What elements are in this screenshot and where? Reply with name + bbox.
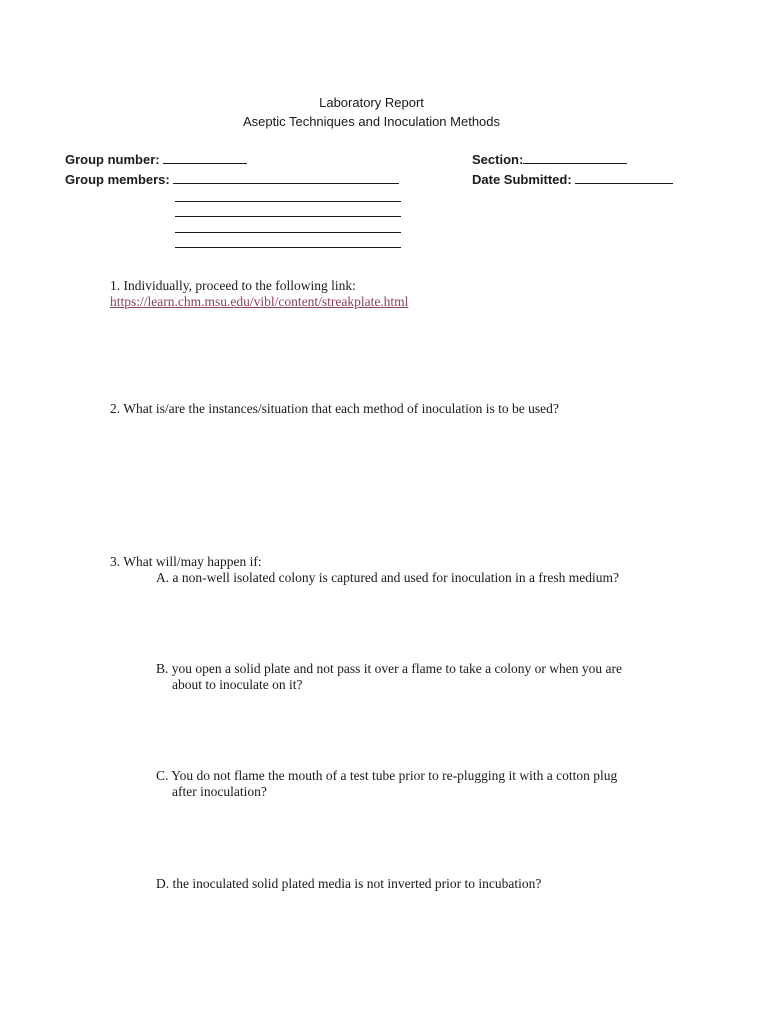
report-title: Laboratory Report bbox=[319, 95, 424, 110]
group-members-blank-2[interactable] bbox=[175, 201, 401, 202]
report-subtitle: Aseptic Techniques and Inoculation Methods bbox=[242, 114, 501, 129]
question-1: 1. Individually, proceed to the following link: bbox=[110, 278, 356, 293]
question-3b-line-2: about to inoculate on it? bbox=[172, 677, 303, 692]
group-number-blank[interactable] bbox=[163, 151, 247, 164]
group-number-label: Group number: bbox=[65, 152, 160, 167]
question-3a: A. a non-well isolated colony is captured and used for inoculation in a fresh medium? bbox=[156, 570, 619, 585]
question-3b-line-1: B. you open a solid plate and not pass it over a flame to take a colony or when you are bbox=[156, 661, 622, 676]
group-members-blank-3[interactable] bbox=[175, 216, 401, 217]
group-number-field bbox=[65, 151, 247, 167]
date-submitted-label: Date Submitted: bbox=[472, 172, 572, 187]
group-members-label: Group members: bbox=[65, 172, 170, 187]
group-members-blank-4[interactable] bbox=[175, 232, 401, 233]
question-3c-line-2: after inoculation? bbox=[172, 784, 267, 799]
section-blank[interactable] bbox=[523, 151, 627, 164]
question-3: 3. What will/may happen if: bbox=[110, 554, 262, 569]
question-3d: D. the inoculated solid plated media is not inverted prior to incubation? bbox=[156, 876, 542, 891]
question-3c-line-1: C. You do not flame the mouth of a test tube prior to re-plugging it with a cotton plug bbox=[156, 768, 618, 783]
question-2: 2. What is/are the instances/situation that each method of inoculation is to be used? bbox=[110, 401, 559, 416]
group-members-blank-5[interactable] bbox=[175, 247, 401, 248]
date-submitted-field bbox=[472, 171, 673, 187]
date-submitted-blank[interactable] bbox=[575, 171, 673, 184]
group-members-blank-1[interactable] bbox=[173, 171, 399, 184]
streakplate-link[interactable]: https://learn.chm.msu.edu/vibl/content/streakplate.html bbox=[110, 294, 409, 309]
section-field bbox=[472, 151, 627, 167]
group-members-field bbox=[65, 171, 399, 187]
section-label: Section: bbox=[472, 152, 524, 167]
